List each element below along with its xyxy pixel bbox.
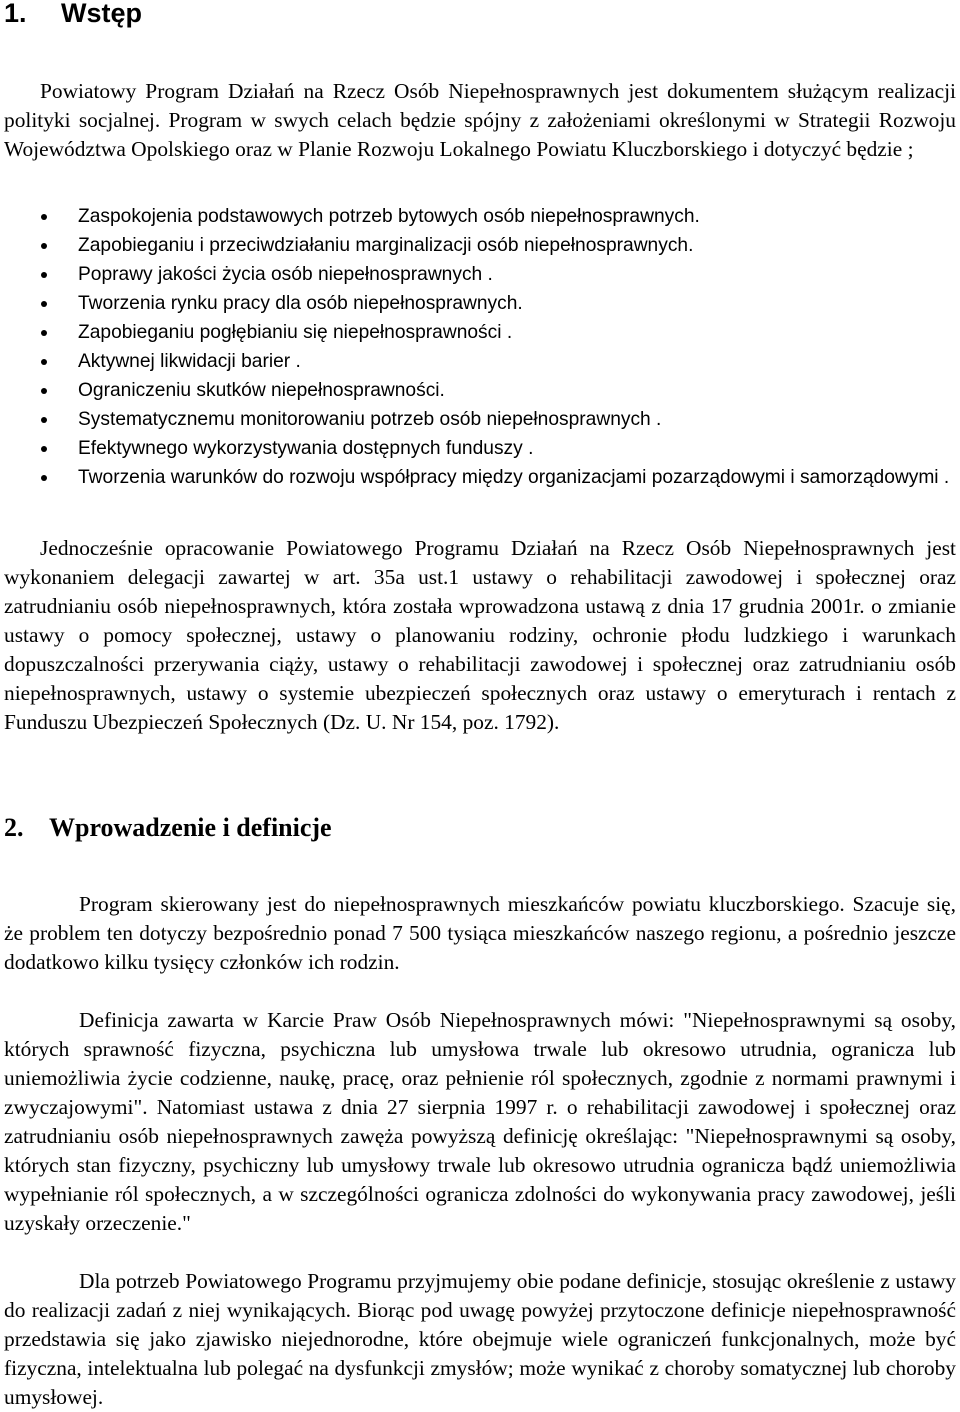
bullet-icon xyxy=(41,272,47,278)
goal-item: Tworzenia warunków do rozwoju współpracy między organizacjami pozarządowymi i samorządowymi . xyxy=(4,463,956,492)
section-1-title: Wstęp xyxy=(61,0,142,28)
goal-item: Efektywnego wykorzystywania dostępnych funduszy . xyxy=(4,434,956,463)
goal-item: Systematycznemu monitorowaniu potrzeb osób niepełnosprawnych . xyxy=(4,405,956,434)
bullet-icon xyxy=(41,446,47,452)
intro-paragraph: Powiatowy Program Działań na Rzecz Osób Niepełnosprawnych jest dokumentem służącym realizacji polityki socjalnej. Program w swych celach będzie spójny z założeniami określonymi w Strategii Rozwoju Województwa Opolskiego oraz w Planie Rozwoju Lokalnego Powiatu Kluczborskiego i dotyczyć będzie ; xyxy=(4,79,956,161)
bullet-icon xyxy=(41,243,47,249)
bullet-icon xyxy=(41,301,47,307)
goal-item: Tworzenia rynku pracy dla osób niepełnosprawnych. xyxy=(4,289,956,318)
bullet-icon xyxy=(41,330,47,336)
bullet-icon xyxy=(41,388,47,394)
section-2-number: 2. xyxy=(4,813,24,842)
section-1-number: 1. xyxy=(4,0,27,28)
goals-list xyxy=(4,202,956,492)
section-2-heading xyxy=(4,813,332,843)
goal-item: Zaspokojenia podstawowych potrzeb bytowych osób niepełnosprawnych. xyxy=(4,202,956,231)
definition-paragraph: Definicja zawarta w Karcie Praw Osób Niepełnosprawnych mówi: "Niepełnosprawnymi są osoby, których sprawność fizyczna, psychiczna lub umysłowa trwale lub okresowo utrudnia, ogranicza lub uniemożliwia życie codzienne, naukę, pracę, oraz pełnienie ról społecznych, zgodnie z normami prawnymi i zwyczajowymi". Natomiast ustawa z dnia 27 sierpnia 1997 r. o rehabilitacji zawodowej i społecznej oraz zatrudnianiu osób niepełnosprawnych zawęża powyższą definicję określając: "Niepełnosprawnymi są osoby, których stan fizyczny, psychiczny lub umysłowy trwale lub okresowo utrudnia ogranicza bądź uniemożliwia wypełnianie ról społecznych, a w szczególności ogranicza zdolności do wykonywania pracy zawodowej, jeśli uzyskały orzeczenie." xyxy=(4,1008,956,1235)
goal-item: Ograniczeniu skutków niepełnosprawności. xyxy=(4,376,956,405)
bullet-icon xyxy=(41,417,47,423)
program-paragraph: Program skierowany jest do niepełnosprawnych mieszkańców powiatu kluczborskiego. Szacuje się, że problem ten dotyczy bezpośrednio ponad 7 500 tysiąca mieszkańców naszego regionu, a pośrednio jeszcze dodatkowo kilku tysięcy członków ich rodzin. xyxy=(4,892,956,974)
goal-item: Aktywnej likwidacji barier . xyxy=(4,347,956,376)
goal-item: Zapobieganiu i przeciwdziałaniu marginalizacji osób niepełnosprawnych. xyxy=(4,231,956,260)
delegation-paragraph: Jednocześnie opracowanie Powiatowego Programu Działań na Rzecz Osób Niepełnosprawnych jest wykonaniem delegacji zawartej w art. 35a ust.1 ustawy o rehabilitacji zawodowej i społecznej oraz zatrudnianiu osób niepełnosprawnych, która została wprowadzona ustawą z dnia 17 grudnia 2001r. o zmianie ustawy o pomocy społecznej, ustawy o planowaniu rodziny, ochronie płodu ludzkiego i warunkach dopuszczalności przerywania ciąży, ustawy o rehabilitacji zawodowej i społecznej oraz zatrudnianiu osób niepełnosprawnych, ustawy o systemie ubezpieczeń społecznych oraz ustawy o emeryturach i rentach z Funduszu Ubezpieczeń Społecznych (Dz. U. Nr 154, poz. 1792). xyxy=(4,536,956,734)
goal-item: Zapobieganiu pogłębianiu się niepełnosprawności . xyxy=(4,318,956,347)
bullet-icon xyxy=(41,359,47,365)
goal-item: Poprawy jakości życia osób niepełnosprawnych . xyxy=(4,260,956,289)
purpose-paragraph: Dla potrzeb Powiatowego Programu przyjmujemy obie podane definicje, stosując określenie z ustawy do realizacji zadań z niej wynikających. Biorąc pod uwagę powyżej przytoczone definicje niepełnosprawność przedstawia się jako zjawisko niejednorodne, które obejmuje wiele ograniczeń funkcjonalnych, może być fizyczna, intelektualna lub polegać na dysfunkcji zmysłów; może wynikać z choroby somatycznej lub choroby umysłowej. xyxy=(4,1269,956,1409)
bullet-icon xyxy=(41,475,47,481)
section-2-title: Wprowadzenie i definicje xyxy=(49,813,332,842)
bullet-icon xyxy=(41,214,47,220)
section-1-heading xyxy=(4,0,142,26)
